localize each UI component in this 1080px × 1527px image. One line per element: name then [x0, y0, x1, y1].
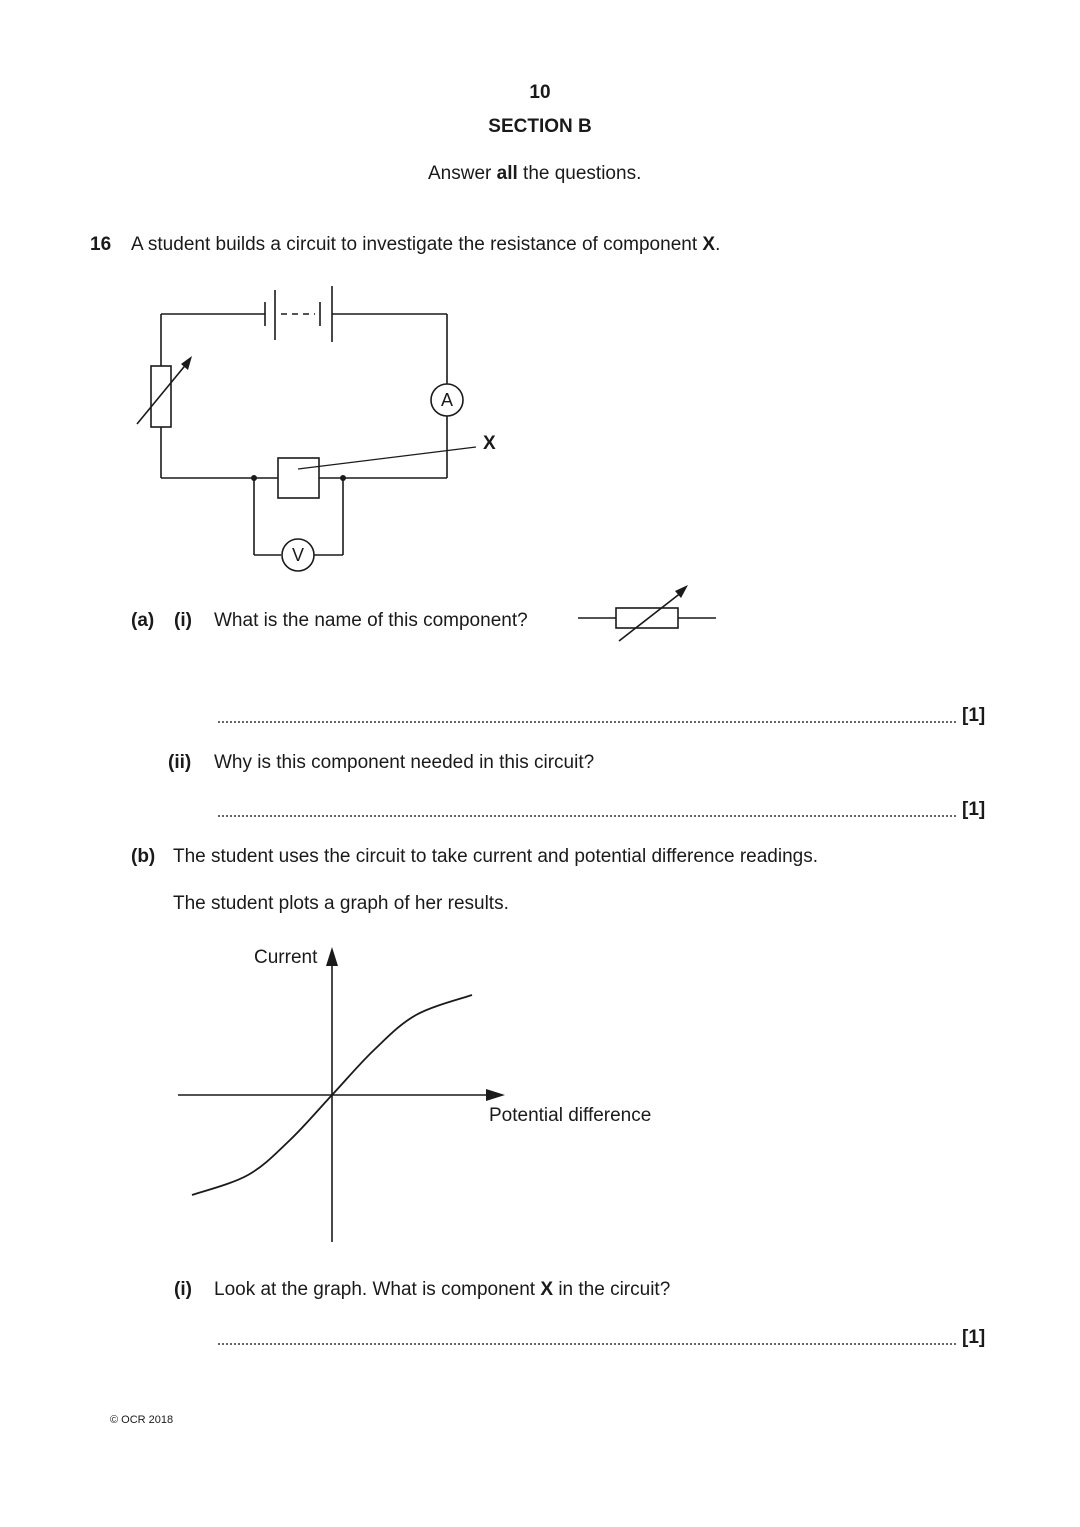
marks-a-i: [1] [962, 705, 986, 726]
y-axis-arrowhead [326, 947, 338, 966]
part-a-label: (a) [131, 610, 155, 631]
part-a-ii-label: (ii) [168, 752, 192, 773]
voltmeter-label: V [291, 545, 304, 565]
part-b-i-label: (i) [174, 1279, 192, 1300]
section-title: SECTION B [488, 116, 592, 137]
question-stem: A student builds a circuit to investigate the resistance of component X. [131, 234, 721, 255]
part-a-i-label: (i) [174, 610, 192, 631]
question-number: 16 [90, 234, 112, 255]
part-b-text: The student uses the circuit to take current and potential difference readings. [173, 846, 818, 867]
answer-line-b-i[interactable] [218, 1343, 956, 1345]
marks-a-ii: [1] [962, 799, 986, 820]
x-axis-label: Potential difference [489, 1105, 652, 1126]
part-b-label: (b) [131, 846, 156, 867]
x-axis-arrowhead [486, 1089, 505, 1101]
copyright: © OCR 2018 [110, 1414, 174, 1426]
part-b-text-2: The student plots a graph of her results. [173, 893, 509, 914]
section-instruction: Answer all the questions. [428, 163, 642, 184]
marks-b-i: [1] [962, 1327, 986, 1348]
component-x-label: X [483, 433, 496, 454]
ammeter-label: A [440, 390, 453, 410]
part-a-i-question: What is the name of this component? [214, 610, 528, 631]
part-a-ii-question: Why is this component needed in this circuit? [214, 752, 595, 773]
y-axis-label: Current [254, 947, 318, 968]
part-b-i-question: Look at the graph. What is component X in the circuit? [214, 1279, 671, 1300]
page-number: 10 [529, 82, 551, 103]
